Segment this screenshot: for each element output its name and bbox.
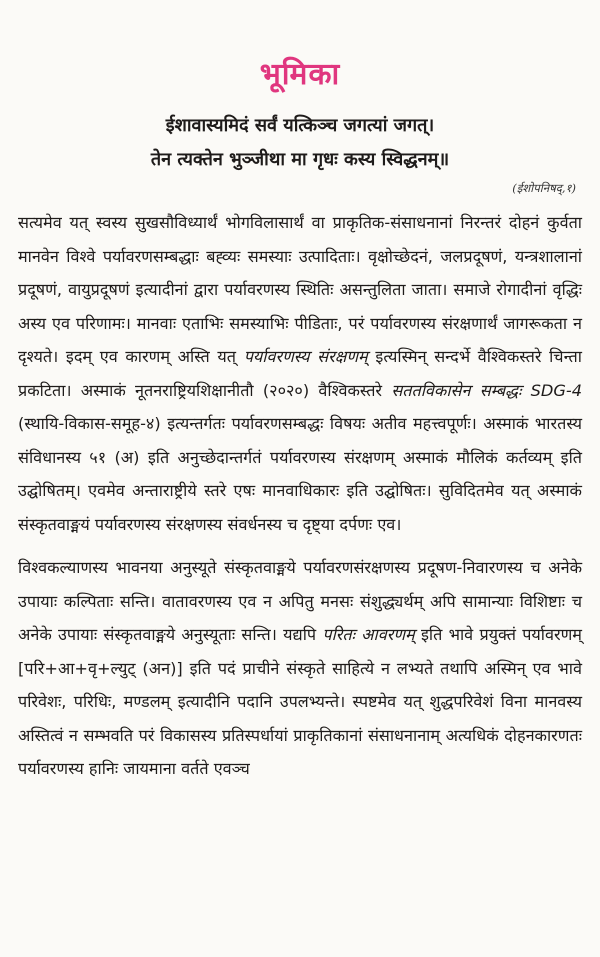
paragraph-1-text-c: (स्थायि-विकास-समूह-४) इत्यन्तर्गतः पर्यावरणसम्बद्धः विषयः अतीव महत्त्वपूर्णः। अस्माकं भारतस्य संविधानस्य ५१ (अ) इति अनुच्छेदान्तर्गतं पर्यावरणस्य संरक्षणम् अस्माकं मौलिकं कर्तव्यम् इति उद्घोषितम्। एवमेव अन्ताराष्ट्रीये स्तरे एषः मानवाधिकारः इति उद्घोषितः। सुविदितमेव यत् अस्माकं संस्कृतवाङ्मयं पर्यावरणस्य संरक्षणस्य संवर्धनस्य च दृष्ट्या दर्पणः एव। [18,414,582,534]
paragraph-1-text-b: इत्यस्मिन् सन्दर्भे वैश्विकस्तरे चिन्ता प्रकटिता। अस्माकं नूतनराष्ट्रियशिक्षानीतौ (२०२०) वैश्विकस्तरे [18,347,582,400]
page-title: भूमिका [259,57,341,92]
verse-line-2: तेन त्यक्तेन भुञ्जीथा मा गृधः कस्य स्विद्धनम्॥ [150,149,450,170]
verse [18,109,582,177]
paragraph-1-italic-term: पर्यावरणस्य संरक्षणम् [243,347,368,366]
verse-citation: (ईशोपनिषद्,१) [512,181,576,195]
paragraph-1-text-a: सत्यमेव यत् स्वस्य सुखसौविध्यार्थं भोगविलासार्थं वा प्राकृतिक-संसाधनानां निरन्तरं दोहनं कुर्वता मानवेन विश्वे पर्यावरणसम्बद्धाः बह्व्यः समस्याः उत्पादिताः। वृक्षोच्छेदनं, जलप्रदूषणं, यन्त्रशालानां प्रदूषणं, वायुप्रदूषणं इत्यादीनां द्वारा पर्यावरणस्य स्थितिः असन्तुलिता जाता। समाजे रोगादीनां वृद्धिः अस्य एव परिणामः। मानवाः एताभिः समस्याभिः पीडिताः, परं पर्यावरणस्य संरक्षणार्थं जागरूकता न दृश्यते। इदम् एव कारणम् अस्ति यत् [18,213,582,366]
paragraph-2 [18,551,582,786]
paragraph-1-italic-sdg: सततविकासेन सम्बद्धः SDG-4 [391,380,583,400]
paragraph-2-italic-term: परितः आवरणम् [322,625,415,644]
paragraph-1 [18,206,582,541]
paragraph-2-text-b: इति भावे प्रयुक्तं पर्यावरणम् [परि+आ+वृ+ल्युट् (अन)] इति पदं प्राचीने संस्कृते साहित्ये न लभ्यते तथापि अस्मिन् एव भावे परिवेशः, परिधिः, मण्डलम् इत्यादीनि पदानि उपलभ्यन्ते। स्पष्टमेव यत् शुद्धपरिवेशं विना मानवस्य अस्तित्वं न सम्भवति परं विकासस्य प्रतिस्पर्धायां प्राकृतिकानां संसाधनानाम् अत्यधिकं दोहनकारणतः पर्यावरणस्य हानिः जायमाना वर्तते एवञ्च [18,625,582,778]
verse-line-1: ईशावास्यमिदं सर्वं यत्किञ्च जगत्यां जगत्। [165,115,435,136]
paragraph-2-text-a: विश्वकल्याणस्य भावनया अनुस्यूते संस्कृतवाङ्मये पर्यावरणसंरक्षणस्य प्रदूषण-निवारणस्य च अनेके उपायाः कल्पिताः सन्ति। वातावरणस्य एव न अपितु मनसः संशुद्ध्यर्थम् अपि सामान्याः विशिष्टाः च अनेके उपायाः संस्कृतवाङ्मये अनुस्यूताः सन्ति। यद्यपि [18,558,582,644]
